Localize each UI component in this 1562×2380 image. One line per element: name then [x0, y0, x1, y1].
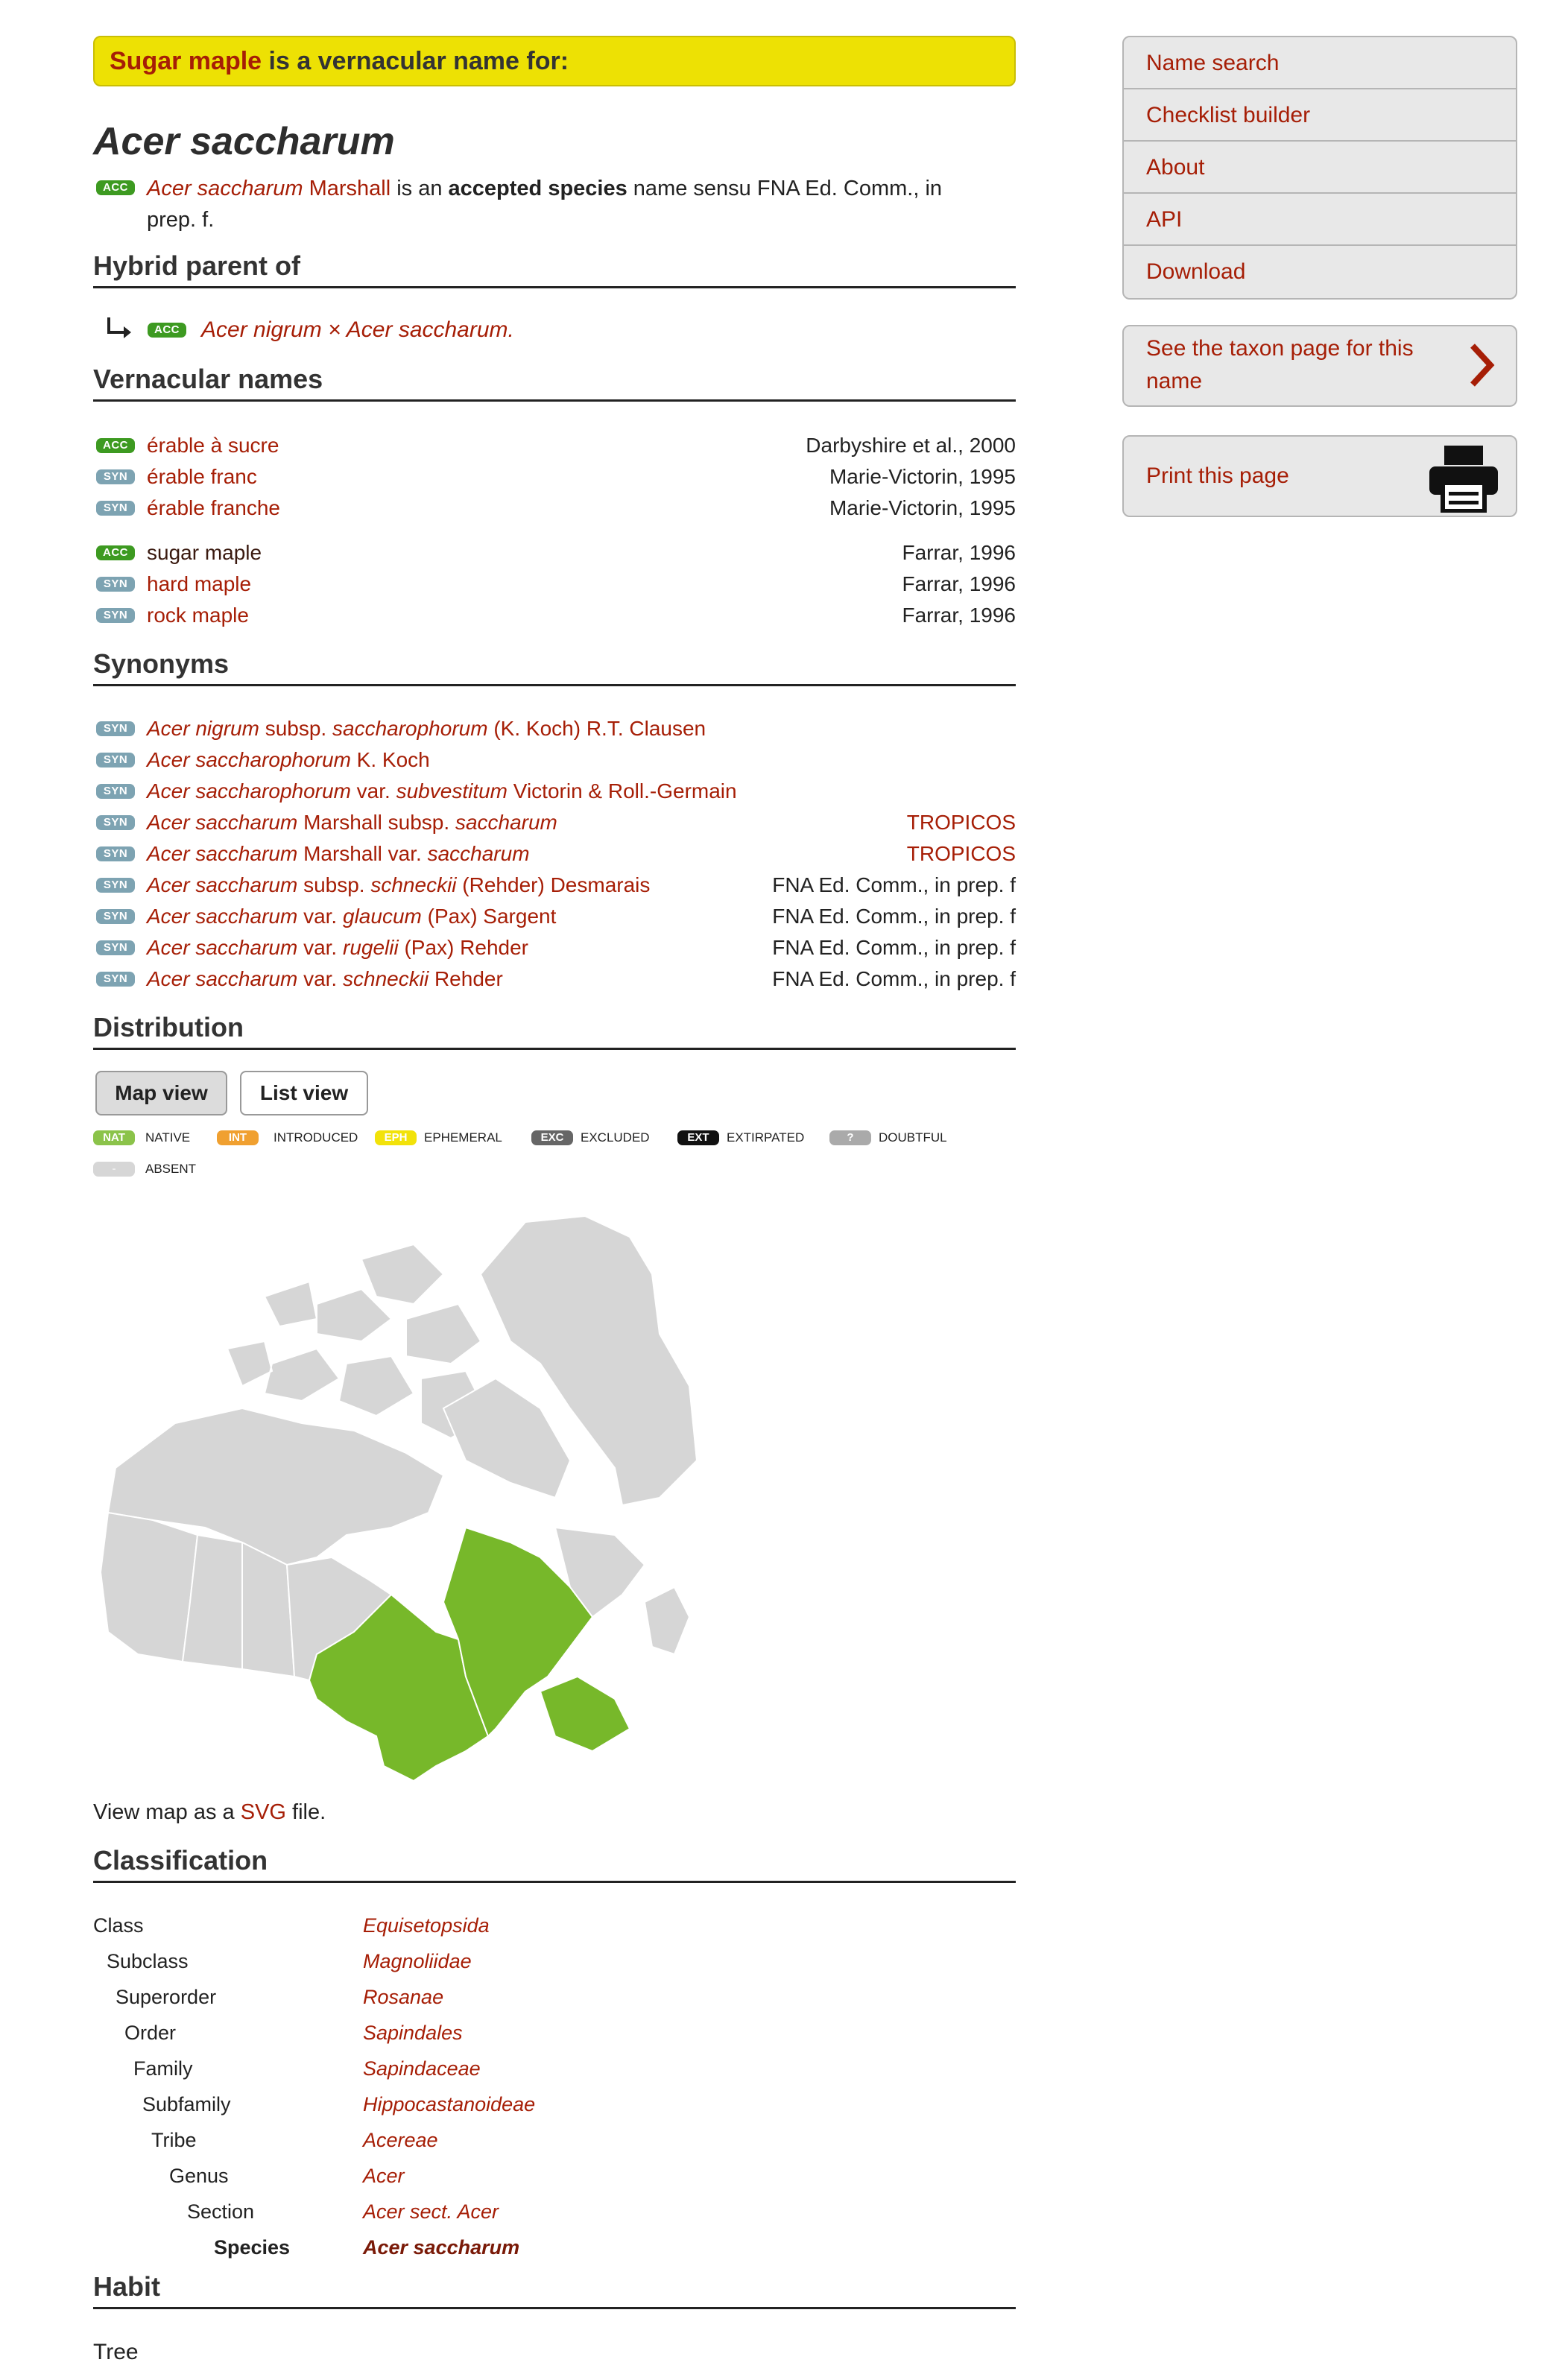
- list-view-button[interactable]: List view: [240, 1071, 368, 1115]
- vernacular-reference: Marie-Victorin, 1995: [829, 496, 1016, 519]
- syn-badge: SYN: [96, 753, 135, 768]
- classification-row: [93, 2231, 1016, 2264]
- hybrid-heading: Hybrid parent of: [93, 250, 1016, 288]
- vernacular-row: [93, 538, 1016, 568]
- synonym-row: [93, 964, 1016, 994]
- synonym-name-link[interactable]: Acer saccharum Marshall var. saccharum: [147, 842, 530, 865]
- vernacular-name-link[interactable]: rock maple: [147, 604, 249, 627]
- nav-item-name-search[interactable]: Name search: [1124, 37, 1516, 89]
- vernacular-name-link[interactable]: érable à sucre: [147, 434, 279, 457]
- rank-label: Family: [133, 2057, 193, 2080]
- legend-item: [93, 1159, 242, 1179]
- synonym-reference: FNA Ed. Comm., in prep. f: [772, 905, 1016, 928]
- vernacular-reference: Farrar, 1996: [902, 604, 1016, 627]
- vernacular-row: [93, 493, 1016, 523]
- syn-badge: SYN: [96, 940, 135, 955]
- nav-item-api[interactable]: API: [1124, 194, 1516, 246]
- synonym-row: [93, 933, 1016, 963]
- syn-badge: SYN: [96, 784, 135, 799]
- taxon-page-link[interactable]: [1122, 325, 1517, 407]
- rank-label: Section: [187, 2200, 255, 2223]
- taxon-link[interactable]: Sapindaceae: [363, 2057, 481, 2080]
- taxon-link[interactable]: Acer sect. Acer: [363, 2200, 499, 2223]
- synonym-name-link[interactable]: Acer saccharum var. schneckii Rehder: [147, 967, 503, 990]
- hybrid-name-link[interactable]: Acer nigrum × Acer saccharum.: [201, 317, 514, 342]
- classification-row: [93, 2195, 1016, 2228]
- distribution-map: [93, 1215, 704, 1803]
- nav-item-checklist-builder[interactable]: Checklist builder: [1124, 89, 1516, 142]
- hybrid-acc-badge: ACC: [148, 323, 186, 338]
- status-badge: SYN: [96, 577, 135, 592]
- syn-badge: SYN: [96, 815, 135, 830]
- vernacular-row: [93, 569, 1016, 599]
- synonym-name-link[interactable]: Acer saccharophorum var. subvestitum Victorin & Roll.-Germain: [147, 779, 737, 803]
- classification-heading: Classification: [93, 1845, 1016, 1883]
- rank-label: Class: [93, 1914, 144, 1937]
- synonym-name-link[interactable]: Acer saccharum var. rugelii (Pax) Rehder: [147, 936, 528, 959]
- legend-label: EPHEMERAL: [424, 1130, 502, 1145]
- legend-badge: -: [93, 1162, 135, 1177]
- synonym-name-link[interactable]: Acer nigrum subsp. saccharophorum (K. Koch) R.T. Clausen: [147, 717, 706, 740]
- synonym-row: [93, 745, 1016, 775]
- legend-label: INTRODUCED: [273, 1130, 358, 1145]
- legend-label: EXTIRPATED: [727, 1130, 805, 1145]
- legend-item: [375, 1128, 524, 1148]
- synonym-reference: FNA Ed. Comm., in prep. f: [772, 873, 1016, 896]
- synonym-name-link[interactable]: Acer saccharum Marshall subsp. saccharum: [147, 811, 557, 834]
- vernacular-row: [93, 431, 1016, 461]
- vernacular-banner: [93, 36, 1016, 86]
- synonym-reference: FNA Ed. Comm., in prep. f: [772, 936, 1016, 959]
- taxon-link[interactable]: Hippocastanoideae: [363, 2093, 536, 2115]
- rank-label: Superorder: [116, 1986, 217, 2008]
- rank-label: Species: [214, 2236, 291, 2259]
- synonym-row: [93, 808, 1016, 838]
- classification-row: [93, 2052, 1016, 2085]
- habit-value: Tree: [93, 2340, 139, 2364]
- acc-badge: ACC: [96, 180, 135, 195]
- status-badge: ACC: [96, 545, 135, 560]
- legend-label: ABSENT: [145, 1162, 197, 1176]
- rank-label: Subclass: [107, 1950, 189, 1972]
- classification-row: [93, 1945, 1016, 1978]
- classification-row: [93, 2124, 1016, 2156]
- vernacular-reference: Marie-Victorin, 1995: [829, 465, 1016, 488]
- legend-item: [217, 1128, 366, 1148]
- legend-badge: ?: [829, 1130, 871, 1145]
- rank-label: Tribe: [151, 2129, 197, 2151]
- taxon-link[interactable]: Equisetopsida: [363, 1914, 490, 1937]
- vernacular-name-link[interactable]: érable franche: [147, 496, 281, 519]
- taxon-link[interactable]: Rosanae: [363, 1986, 444, 2008]
- chevron-right-icon: [1468, 343, 1495, 387]
- accepted-status: accepted species: [448, 177, 627, 200]
- syn-badge: SYN: [96, 878, 135, 893]
- synonym-name-link[interactable]: Acer saccharum var. glaucum (Pax) Sargent: [147, 905, 557, 928]
- nav-item-about[interactable]: About: [1124, 142, 1516, 194]
- legend-label: NATIVE: [145, 1130, 191, 1145]
- status-badge: SYN: [96, 469, 135, 484]
- vernacular-reference: Farrar, 1996: [902, 572, 1016, 595]
- classification-row: [93, 2016, 1016, 2049]
- rank-label: Order: [124, 2022, 177, 2044]
- print-page-button[interactable]: [1122, 435, 1517, 517]
- legend-item: [677, 1128, 826, 1148]
- sidebar-nav: [1122, 36, 1517, 300]
- rank-label: Genus: [169, 2165, 229, 2187]
- vernacular-name-link[interactable]: érable franc: [147, 465, 257, 488]
- legend-badge: INT: [217, 1130, 259, 1145]
- vernacular-row: [93, 462, 1016, 492]
- legend-badge: EXC: [531, 1130, 573, 1145]
- distribution-heading: Distribution: [93, 1012, 1016, 1050]
- classification-row: [93, 1981, 1016, 2013]
- synonym-row: [93, 714, 1016, 744]
- vernacular-name-link[interactable]: hard maple: [147, 572, 252, 595]
- syn-badge: SYN: [96, 721, 135, 736]
- synonym-reference[interactable]: TROPICOS: [906, 842, 1016, 865]
- hybrid-arrow-icon: [104, 316, 134, 341]
- synonym-name-link[interactable]: Acer saccharophorum K. Koch: [147, 748, 430, 771]
- synonym-name-link[interactable]: Acer saccharum subsp. schneckii (Rehder) Desmarais: [147, 873, 651, 896]
- accepted-text-2: name sensu FNA Ed. Comm., in prep. f.: [147, 177, 943, 232]
- syn-badge: SYN: [96, 972, 135, 987]
- synonym-reference: FNA Ed. Comm., in prep. f: [772, 967, 1016, 990]
- banner-vernacular-link[interactable]: Sugar maple: [110, 47, 262, 75]
- legend-badge: NAT: [93, 1130, 135, 1145]
- syn-badge: SYN: [96, 909, 135, 924]
- map-view-button[interactable]: Map view: [95, 1071, 227, 1115]
- synonym-row: [93, 776, 1016, 806]
- map-bc: [101, 1513, 197, 1662]
- map-maritimes: [540, 1677, 630, 1751]
- legend-label: DOUBTFUL: [879, 1130, 947, 1145]
- status-badge: ACC: [96, 438, 135, 453]
- taxon-link[interactable]: Acereae: [363, 2129, 438, 2151]
- svg-note: View map as a SVG file.: [93, 1800, 326, 1824]
- habit-heading: Habit: [93, 2271, 1016, 2309]
- synonym-reference[interactable]: TROPICOS: [906, 811, 1016, 834]
- classification-row: [93, 1909, 1016, 1942]
- legend-label: EXCLUDED: [581, 1130, 650, 1145]
- taxon-link[interactable]: Magnoliidae: [363, 1950, 472, 1972]
- vernacular-reference: Darbyshire et al., 2000: [806, 434, 1016, 457]
- status-badge: SYN: [96, 608, 135, 623]
- classification-row: [93, 2159, 1016, 2192]
- taxon-link[interactable]: Sapindales: [363, 2022, 463, 2044]
- legend-item: [829, 1128, 978, 1148]
- legend-item: [531, 1128, 680, 1148]
- vernacular-row: [93, 601, 1016, 630]
- map-newfoundland: [645, 1587, 689, 1654]
- vernacular-heading: Vernacular names: [93, 364, 1016, 402]
- synonym-row: [93, 902, 1016, 931]
- accepted-text-1: is an: [390, 177, 449, 200]
- classification-row: [93, 2088, 1016, 2121]
- status-badge: SYN: [96, 501, 135, 516]
- accepted-name-link[interactable]: Acer saccharum Marshall: [147, 177, 391, 200]
- page-title: Acer saccharum: [93, 120, 395, 163]
- legend-badge: EPH: [375, 1130, 417, 1145]
- vernacular-name-link[interactable]: sugar maple: [147, 541, 262, 564]
- banner-text: is a vernacular name for:: [262, 47, 569, 75]
- synonyms-heading: Synonyms: [93, 648, 1016, 686]
- rank-label: Subfamily: [142, 2093, 231, 2115]
- synonym-row: [93, 839, 1016, 869]
- printer-icon: [1426, 444, 1501, 513]
- synonym-row: [93, 870, 1016, 900]
- taxon-page-label: See the taxon page for this name: [1146, 336, 1414, 393]
- svg-link[interactable]: SVG: [240, 1800, 286, 1824]
- accepted-name-line: [93, 173, 987, 235]
- taxon-link[interactable]: Acer: [363, 2165, 405, 2187]
- legend-badge: EXT: [677, 1130, 719, 1145]
- taxon-link[interactable]: Acer saccharum: [363, 2236, 520, 2259]
- vernacular-reference: Farrar, 1996: [902, 541, 1016, 564]
- syn-badge: SYN: [96, 846, 135, 861]
- nav-item-download[interactable]: Download: [1146, 259, 1246, 284]
- print-label: Print this page: [1146, 463, 1289, 488]
